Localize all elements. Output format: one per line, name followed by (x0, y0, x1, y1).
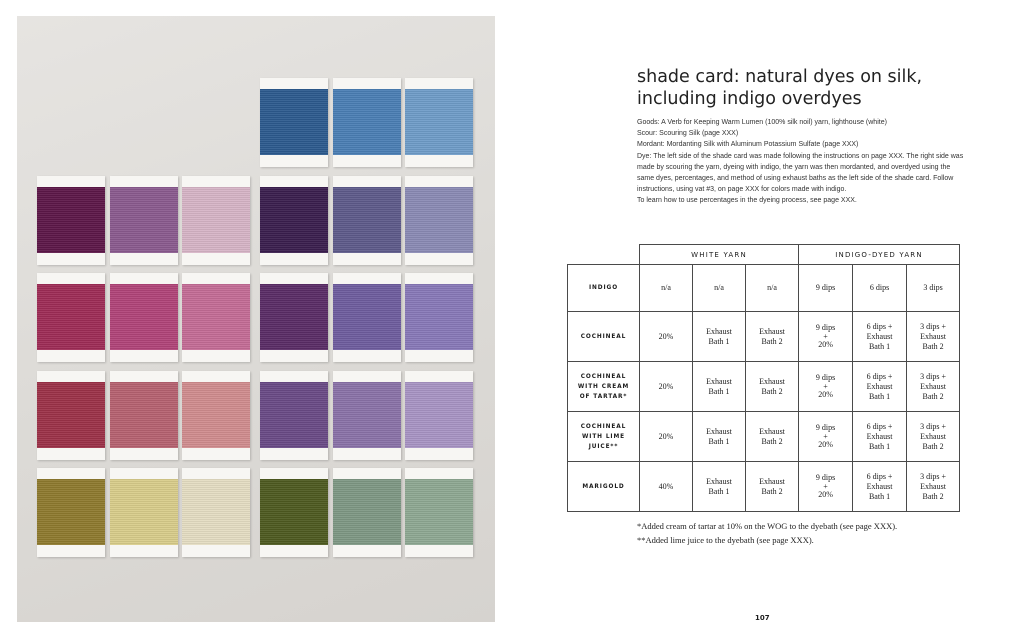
cell-line: 20% (818, 440, 833, 449)
shade-card-photo (17, 16, 495, 622)
cell-line: + (823, 482, 828, 491)
page-number: 107 (755, 614, 770, 622)
cell-line: Exhaust (866, 331, 893, 341)
cell-line: Exhaust (759, 326, 785, 336)
yarn-swatch (110, 479, 178, 545)
shade-card-r4-c5 (333, 468, 401, 557)
shade-card-r3-c5 (333, 371, 401, 460)
cell-indigo-6-dips (853, 265, 907, 312)
cell-white-base (640, 362, 693, 412)
cell-line: 9 dips (815, 373, 836, 382)
cell-indigo-3-dips (907, 412, 960, 462)
shade-card-r1-c1 (37, 176, 105, 265)
yarn-swatch (260, 89, 328, 155)
cell-line: 3 dips + (920, 421, 946, 431)
goods-note: Goods: A Verb for Keeping Warm Lumen (100% silk noil) yarn, lighthouse (white) (637, 119, 887, 126)
shade-card-r4-c2 (110, 468, 178, 557)
cell-white-exhaust-2 (746, 362, 799, 412)
cell-line: 3 dips + (920, 321, 946, 331)
yarn-swatch (110, 187, 178, 253)
shade-card-r2-c1 (37, 273, 105, 362)
table-row (568, 265, 960, 312)
shade-card-r4-c4 (260, 468, 328, 557)
footnote-cream-of-tartar: *Added cream of tartar at 10% on the WOG to the dyebath (see page XXX). (637, 521, 898, 531)
cell-line: Exhaust (866, 431, 893, 441)
yarn-swatch (333, 89, 401, 155)
cell-line: 40% (658, 481, 674, 491)
shade-card-r4-c1 (37, 468, 105, 557)
shade-card-r3-c4 (260, 371, 328, 460)
cell-line: Bath 2 (922, 341, 944, 351)
cell-line: 9 dips (815, 473, 836, 482)
yarn-swatch (182, 479, 250, 545)
cell-line: 20% (818, 490, 833, 499)
shade-card-r1-c2 (110, 176, 178, 265)
cell-line: 20% (658, 331, 674, 341)
cell-line: n/a (714, 283, 724, 292)
yarn-swatch (260, 382, 328, 448)
cell-white-exhaust-1 (693, 412, 746, 462)
cell-white-exhaust-1 (693, 312, 746, 362)
yarn-swatch (37, 479, 105, 545)
cell-line: Bath 2 (761, 386, 783, 396)
row-label-line: INDIGO (588, 285, 619, 291)
yarn-swatch (333, 479, 401, 545)
cell-line: 3 dips + (920, 471, 946, 481)
cell-line: Exhaust (706, 376, 732, 386)
cell-line: Exhaust (920, 381, 946, 391)
yarn-swatch (405, 284, 473, 350)
shade-card-r1-c3 (182, 176, 250, 265)
cell-line: n/a (767, 283, 777, 292)
yarn-swatch (405, 479, 473, 545)
yarn-swatch (110, 382, 178, 448)
white-yarn-header: WHITE YARN (640, 245, 799, 265)
cell-line: Bath 2 (922, 441, 944, 451)
cell-indigo-3-dips (907, 462, 960, 512)
cell-white-exhaust-2 (746, 265, 799, 312)
cell-line: 20% (818, 340, 833, 349)
table-row (568, 412, 960, 462)
cell-white-base (640, 312, 693, 362)
cell-line: Bath 1 (708, 386, 730, 396)
shade-card-top-1 (260, 78, 328, 167)
cell-line: + (823, 432, 828, 441)
footnotes (637, 519, 987, 547)
yarn-swatch (333, 382, 401, 448)
cell-line: 6 dips + (866, 371, 893, 381)
row-label (568, 462, 640, 512)
cell-line: 9 dips (815, 423, 836, 432)
cell-line: 20% (658, 381, 674, 391)
cell-line: Bath 2 (761, 486, 783, 496)
yarn-swatch (110, 284, 178, 350)
cell-white-base (640, 412, 693, 462)
cell-line: Bath 1 (868, 441, 891, 451)
cell-white-exhaust-2 (746, 312, 799, 362)
cell-indigo-6-dips (853, 362, 907, 412)
cell-indigo-9-dips (799, 462, 853, 512)
shade-card-r3-c2 (110, 371, 178, 460)
cell-line: Bath 2 (922, 491, 944, 501)
cell-line: 20% (658, 431, 674, 441)
yarn-swatch (333, 187, 401, 253)
yarn-swatch (182, 382, 250, 448)
cell-indigo-6-dips (853, 412, 907, 462)
shade-card-r2-c2 (110, 273, 178, 362)
cell-indigo-3-dips (907, 312, 960, 362)
row-label-line: WITH LIME (581, 433, 626, 440)
table-row (568, 362, 960, 412)
row-label (568, 412, 640, 462)
cell-white-exhaust-2 (746, 412, 799, 462)
yarn-swatch (182, 284, 250, 350)
shade-card-r1-c5 (333, 176, 401, 265)
cell-line: 6 dips + (866, 471, 893, 481)
shade-card-r2-c3 (182, 273, 250, 362)
cell-white-base (640, 265, 693, 312)
cell-line: Bath 2 (761, 336, 783, 346)
cell-line: 3 dips + (920, 371, 946, 381)
cell-line: n/a (661, 283, 671, 292)
shade-card-top-2 (333, 78, 401, 167)
cell-line: 20% (818, 390, 833, 399)
shade-card-r3-c1 (37, 371, 105, 460)
title-line-1: shade card: natural dyes on silk, (637, 67, 923, 87)
yarn-swatch (405, 187, 473, 253)
yarn-swatch (260, 187, 328, 253)
yarn-swatch (405, 89, 473, 155)
row-label-line: WITH CREAM (577, 383, 630, 390)
cell-line: Exhaust (866, 381, 893, 391)
yarn-swatch (333, 284, 401, 350)
cell-line: 3 dips (923, 283, 943, 292)
cell-indigo-6-dips (853, 462, 907, 512)
cell-indigo-9-dips (799, 265, 853, 312)
shade-card-r2-c6 (405, 273, 473, 362)
cell-indigo-6-dips (853, 312, 907, 362)
page-title (637, 66, 997, 110)
row-label (568, 362, 640, 412)
recipe-notes (637, 117, 967, 207)
row-label-line: OF TARTAR* (579, 393, 628, 400)
cell-line: Exhaust (920, 431, 946, 441)
cell-line: 6 dips (869, 283, 890, 292)
cell-line: Bath 1 (868, 391, 891, 401)
shade-card-r2-c5 (333, 273, 401, 362)
table-row (568, 312, 960, 362)
yarn-swatch (260, 284, 328, 350)
dye-table (567, 244, 960, 512)
cell-line: 6 dips + (866, 421, 893, 431)
shade-card-r1-c6 (405, 176, 473, 265)
cell-line: Exhaust (759, 376, 785, 386)
shade-card-r1-c4 (260, 176, 328, 265)
cell-line: Bath 2 (922, 391, 944, 401)
cell-white-exhaust-1 (693, 362, 746, 412)
cell-indigo-9-dips (799, 362, 853, 412)
yarn-swatch (37, 187, 105, 253)
row-label-line: COCHINEAL (580, 333, 627, 340)
cell-indigo-9-dips (799, 312, 853, 362)
cell-line: Exhaust (920, 481, 946, 491)
cell-line: Exhaust (706, 476, 732, 486)
cell-line: Exhaust (706, 426, 732, 436)
cell-line: + (823, 382, 828, 391)
row-label-line: JUICE** (588, 443, 619, 450)
dye-note: Dye: The left side of the shade card was made following the instructions on page XXX. The right side was made by scouring the yarn, dyeing with indigo, the yarn was then mordanted, and overdyed using the same dyes, percentages, and method of using exhaust baths as the left side of the shade card. Follow instructions, using vat #3, on page XXX for colors made with indigo. (637, 152, 964, 194)
row-label (568, 312, 640, 362)
shade-card-r3-c6 (405, 371, 473, 460)
mordant-note: Mordant: Mordanting Silk with Aluminum Potassium Sulfate (page XXX) (637, 141, 859, 149)
cell-white-exhaust-1 (693, 265, 746, 312)
cell-white-base (640, 462, 693, 512)
cell-indigo-3-dips (907, 265, 960, 312)
table-corner (568, 245, 640, 265)
indigo-yarn-header: INDIGO-DYED YARN (799, 245, 960, 265)
footnote-lime-juice: **Added lime juice to the dyebath (see page XXX). (637, 535, 814, 545)
row-label-line: COCHINEAL (580, 423, 627, 430)
cell-line: Bath 1 (708, 486, 730, 496)
yarn-swatch (37, 382, 105, 448)
shade-card-r4-c3 (182, 468, 250, 557)
yarn-swatch (260, 479, 328, 545)
row-label-line: MARIGOLD (582, 483, 625, 490)
learn-note: To learn how to use percentages in the dyeing process, see page XXX. (637, 197, 857, 205)
cell-line: Exhaust (706, 326, 732, 336)
cell-line: Exhaust (920, 331, 946, 341)
cell-white-exhaust-1 (693, 462, 746, 512)
yarn-swatch (37, 284, 105, 350)
cell-line: Exhaust (866, 481, 893, 491)
cell-line: 6 dips + (866, 321, 893, 331)
cell-line: Exhaust (759, 426, 785, 436)
yarn-swatch (405, 382, 473, 448)
yarn-swatch (182, 187, 250, 253)
shade-card-r4-c6 (405, 468, 473, 557)
scour-note: Scour: Scouring Silk (page XXX) (637, 130, 739, 138)
row-label-line: COCHINEAL (580, 373, 627, 380)
cell-line: Bath 1 (708, 436, 730, 446)
shade-card-top-3 (405, 78, 473, 167)
cell-white-exhaust-2 (746, 462, 799, 512)
shade-card-r3-c3 (182, 371, 250, 460)
cell-line: Exhaust (759, 476, 785, 486)
cell-line: 9 dips (815, 323, 836, 332)
cell-indigo-9-dips (799, 412, 853, 462)
cell-line: Bath 1 (868, 491, 891, 501)
cell-line: Bath 1 (868, 341, 891, 351)
shade-card-r2-c4 (260, 273, 328, 362)
table-row (568, 462, 960, 512)
title-line-2: including indigo overdyes (637, 89, 862, 109)
cell-indigo-3-dips (907, 362, 960, 412)
cell-line: 9 dips (815, 283, 836, 292)
cell-line: Bath 1 (708, 336, 730, 346)
cell-line: + (823, 332, 828, 341)
cell-line: Bath 2 (761, 436, 783, 446)
row-label (568, 265, 640, 312)
